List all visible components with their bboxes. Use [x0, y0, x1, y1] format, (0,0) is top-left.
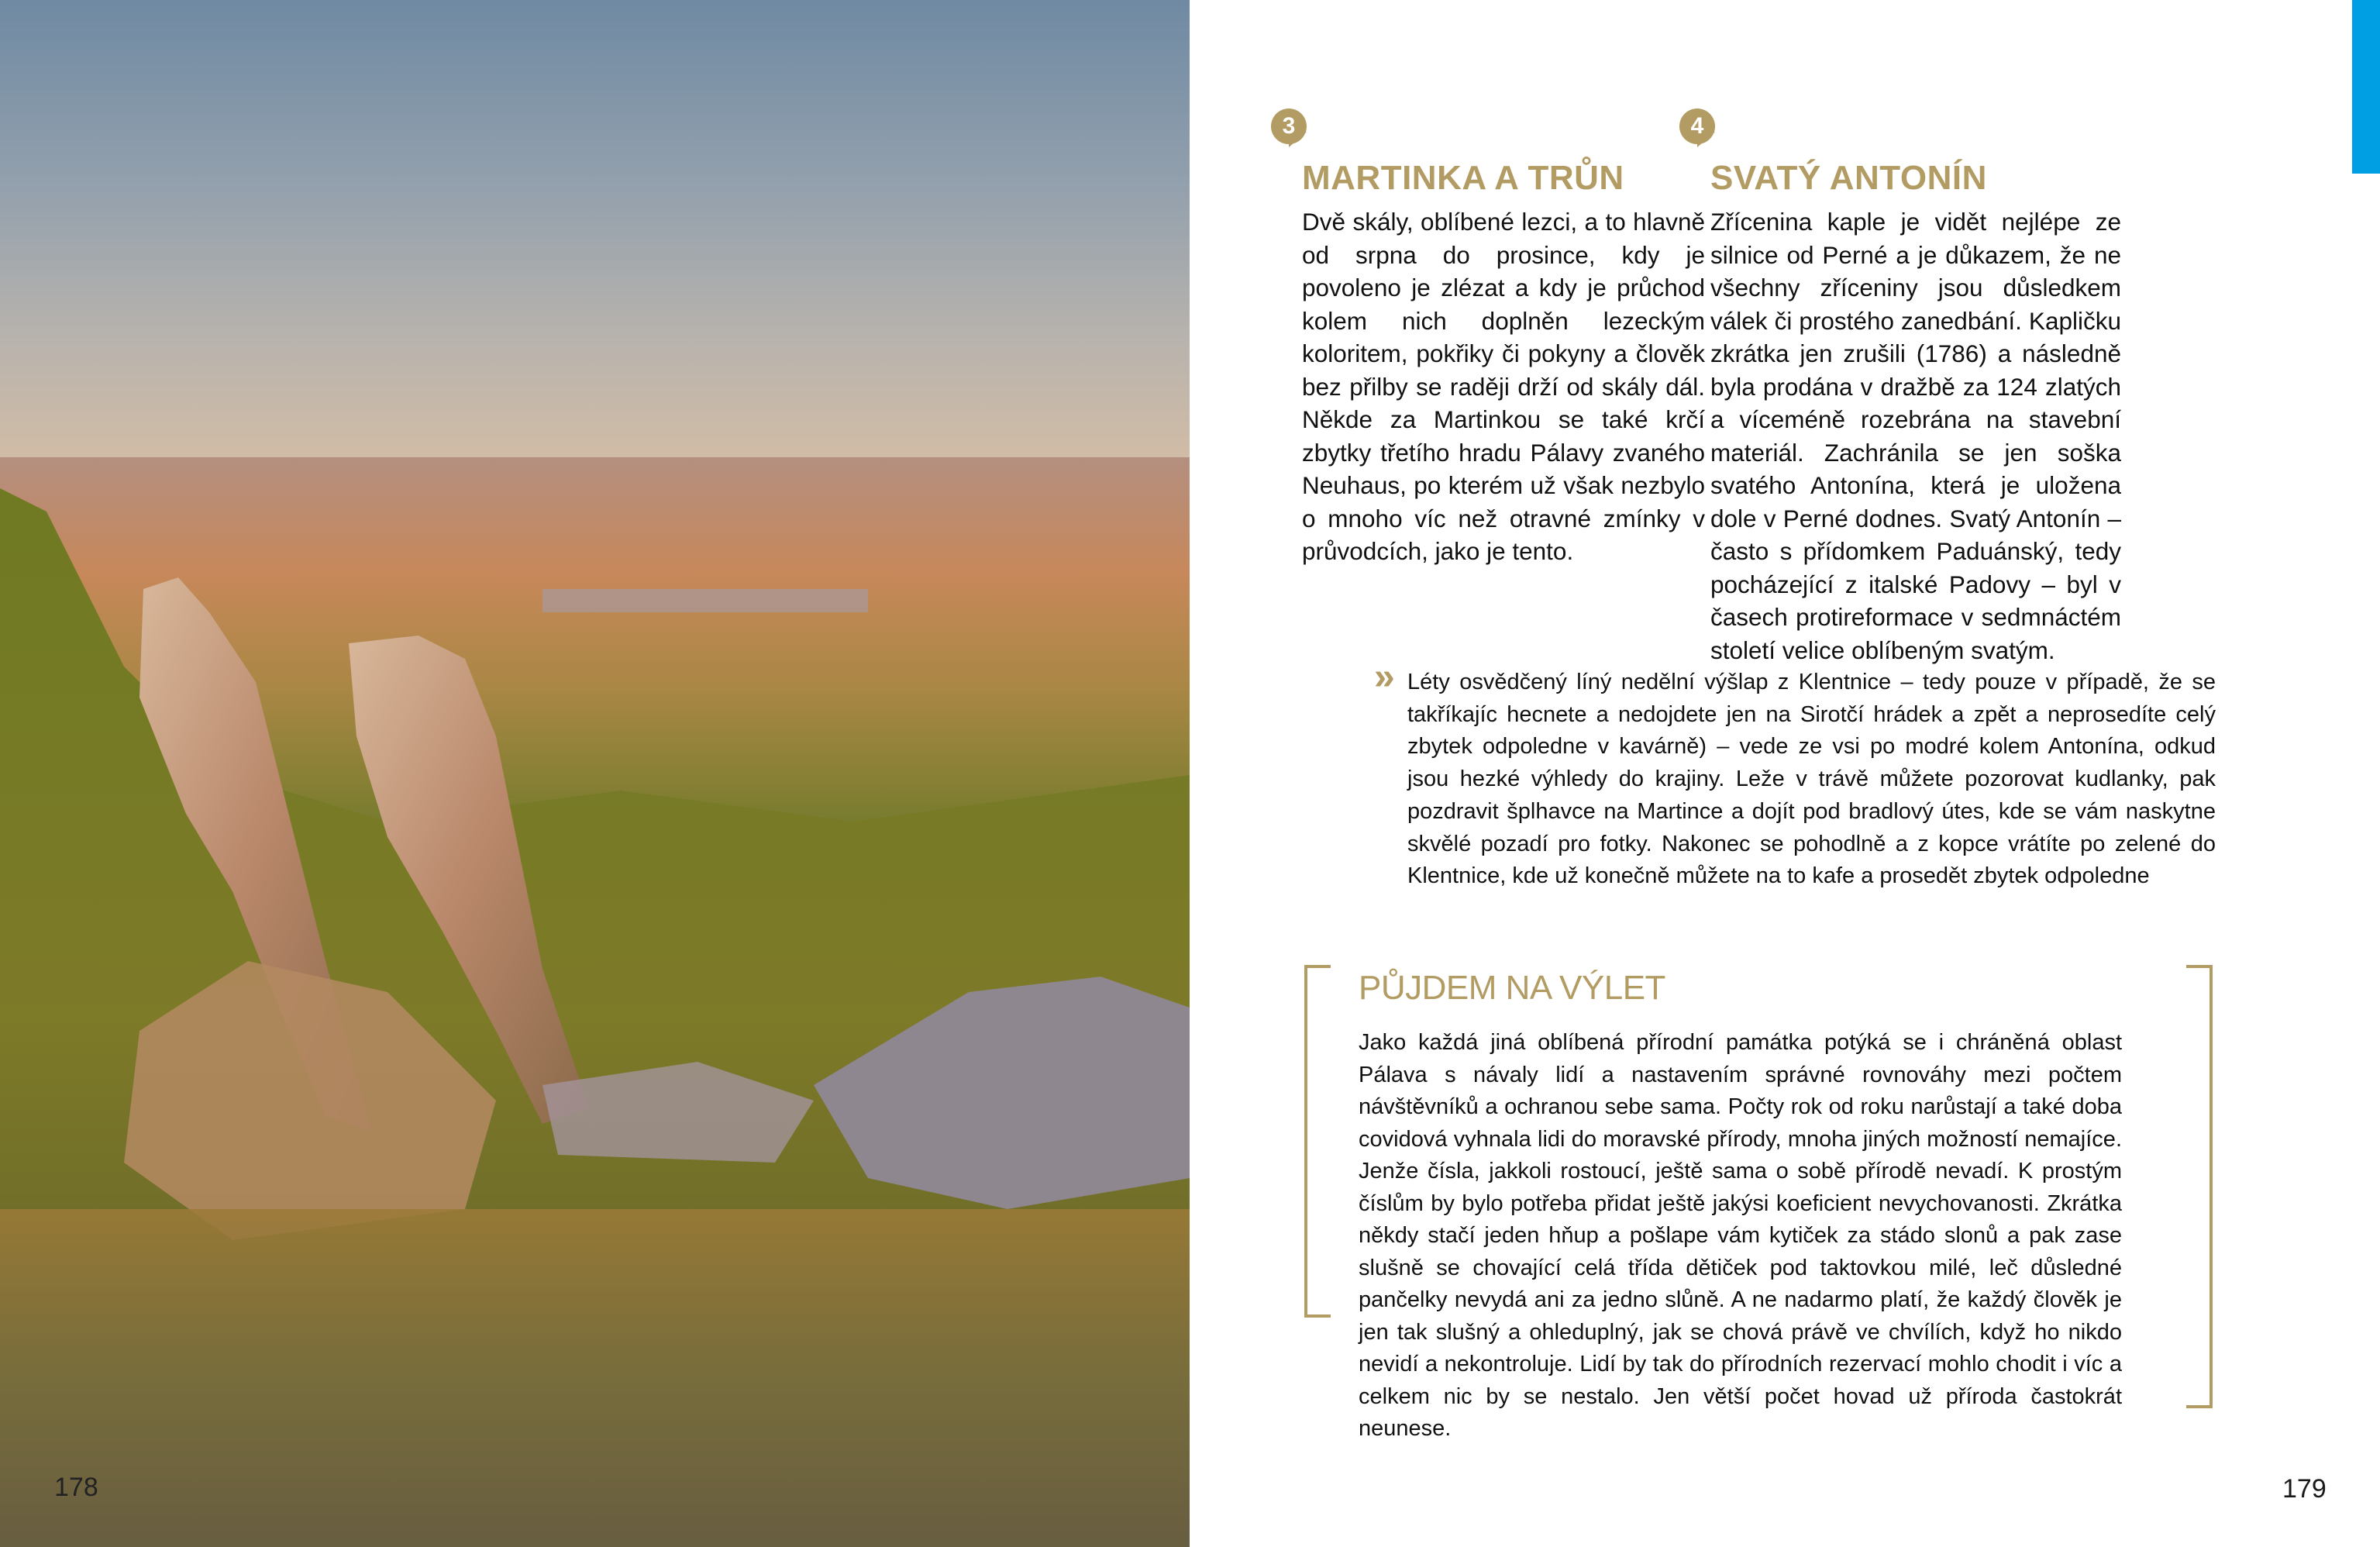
double-chevron-right-icon: »: [1374, 656, 1395, 698]
section-number: 4: [1679, 109, 1715, 144]
tip-text: Léty osvědčený líný nedělní výšlap z Klentnice – tedy pouze v případě, že se takříkajíc hecnete a nedojdete jen na Sirotčí hrádek a zpět a neprosedíte celý zbytek odpoledne v kavárně) – vede ze vsi po modré kolem Antonína, odkud jsou hezké výhledy do krajiny. Leže v trávě můžete pozorovat kudlanky, pak pozdravit šplhavce na Martince a dojít pod bradlový útes, kde se vám naskytne skvělé pozadí pro fotky. Nakonec se pohodlně a z kopce vrátíte po zelené do Klentnice, kde už konečně můžete na to kafe a prosedět zbytek odpoledne: [1407, 670, 2216, 889]
page-number-right: 179: [2282, 1474, 2327, 1504]
section-title: SVATÝ ANTONÍN: [1710, 159, 1987, 197]
map-pin-icon: [1679, 109, 1715, 155]
page-number-left: 178: [54, 1473, 98, 1502]
chapter-tab: [2352, 0, 2380, 174]
box-title: PŮJDEM NA VÝLET: [1359, 969, 1665, 1007]
section-body: Dvě skály, oblíbené lezci, a to hlavně od srpna do prosince, kdy je povoleno je zlézat a kdy je průchod kolem nich doplněn lezeckým koloritem, pokřiky či pokyny a člověk bez přilby se raději drží od skály dál. Někde za Martinkou se také krčí zbytky třetího hradu Pálavy zvaného Neuhaus, po kterém už však nezbylo o mnoho víc než otravné zmínky v průvodcích, jako je tento.: [1302, 208, 1705, 565]
foreground-grass: [0, 1209, 1190, 1547]
trip-box: [1304, 965, 2213, 1441]
section-number: 3: [1271, 109, 1307, 144]
bracket-left: [1304, 965, 1331, 1318]
section-title: MARTINKA A TRŮN: [1302, 159, 1624, 197]
bracket-right: [2186, 965, 2213, 1408]
village: [542, 589, 868, 612]
section-body: Zřícenina kaple je vidět nejlépe ze silnice od Perné a je důkazem, že ne všechny zříceniny jsou důsledkem válek či prostého zanedbání. Kapličku zkrátka jen zrušili (1786) a následně byla prodána v dražbě za 124 zlatých a víceméně rozebrána na stavební materiál. Zachránila se jen soška svatého Antonína, která je uložena dole v Perné dodnes. Svatý Antonín – často s přídomkem Paduánský, tedy pocházející z italské Padovy – byl v časech protireformace v sedmnáctém století velice oblíbeným svatým.: [1710, 208, 2121, 664]
box-body: Jako každá jiná oblíbená přírodní památka potýká se i chráněná oblast Pálava s návaly lidí a nastavením správné rovnováhy mezi počtem návštěvníků a ochranou sebe sama. Počty rok od roku narůstají a také doba covidová vyhnala lidi do moravské přírody, mnoha jiných možností nemajíce. Jenže čísla, jakkoli rostoucí, ještě sama o sobě přírodě nevadí. K prostým číslům by bylo potřeba přidat ještě jakýsi koeficient nevychovanosti. Zkrátka někdy stačí jeden hňup a pošlape vám kytiček za stádo slonů a pak zase slušně se chovající celá třída dětiček pod taktovkou milé, leč důsledné pančelky nevydá ani za jedno slůně. A ne nadarmo platí, že každý člověk je jen tak slušný a ohleduplný, jak se chová právě ve chvílích, když ho nikdo nevidí a nekontroluje. Lidí by tak do přírodních rezervací mohlo chodit i víc a celkem nic by se nestalo. Jen větší počet hovad už příroda častokrát neunese.: [1359, 1030, 2122, 1441]
map-pin-icon: [1271, 109, 1307, 155]
